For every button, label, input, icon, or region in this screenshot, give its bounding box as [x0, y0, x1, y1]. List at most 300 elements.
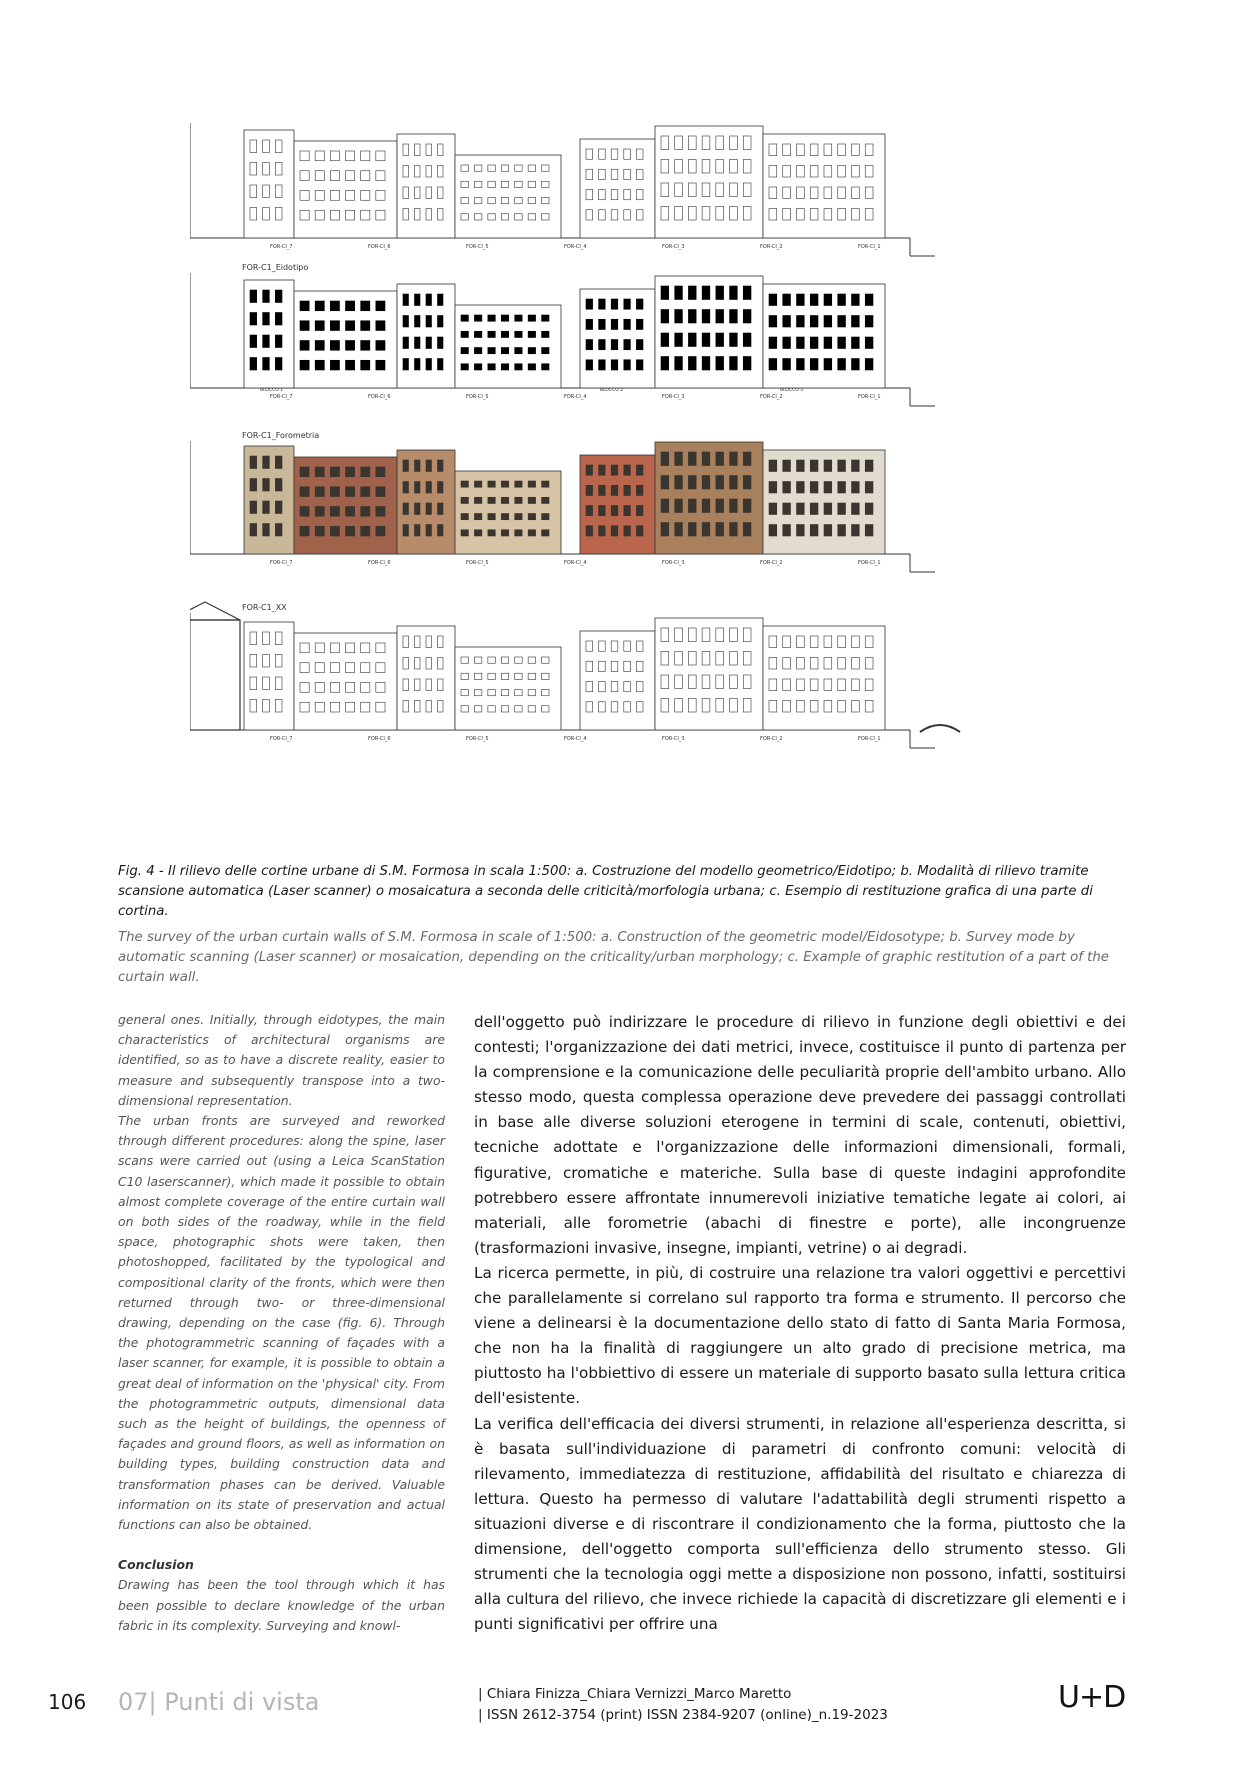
window	[810, 316, 818, 328]
window	[852, 294, 860, 306]
window	[415, 636, 421, 648]
window	[263, 290, 270, 303]
window	[438, 166, 444, 178]
window	[661, 652, 669, 666]
window	[624, 299, 631, 309]
window	[263, 501, 270, 514]
window	[403, 337, 409, 349]
strip-label: FOR-CI_1	[858, 394, 881, 400]
window	[688, 499, 696, 513]
window	[403, 316, 409, 328]
window	[263, 655, 270, 668]
window	[624, 210, 631, 220]
window	[865, 316, 873, 328]
window	[599, 149, 606, 159]
window	[624, 485, 631, 495]
window	[797, 460, 805, 472]
window	[611, 526, 618, 536]
window	[675, 476, 683, 490]
window	[346, 663, 355, 673]
window	[810, 209, 818, 221]
window	[865, 209, 873, 221]
window	[346, 683, 355, 693]
window	[275, 479, 282, 492]
window	[730, 136, 738, 150]
window	[675, 499, 683, 513]
window	[542, 690, 549, 696]
window	[501, 348, 508, 354]
window	[501, 165, 508, 171]
window	[865, 166, 873, 178]
window	[315, 663, 324, 673]
window	[346, 301, 355, 311]
window	[528, 165, 535, 171]
window	[415, 294, 421, 306]
window	[730, 499, 738, 513]
window	[769, 636, 777, 648]
window	[688, 160, 696, 174]
window	[376, 507, 385, 517]
window	[865, 679, 873, 691]
figure-caption-english: The survey of the urban curtain walls of S.M. Formosa in scale of 1:500: a. Construction of the geometric model/Eidosotype; b. Survey mode by automatic scanning (Laser scanner) or mosaication, depending on the criticality/urban morphology; c. Example of graphic restitution of a part of the curtain wall.	[118, 930, 1109, 985]
window	[675, 333, 683, 347]
window	[743, 476, 751, 490]
window	[702, 183, 710, 197]
window	[730, 286, 738, 300]
window	[330, 301, 339, 311]
window	[852, 482, 860, 494]
facade-survey-figure	[190, 118, 1052, 848]
window	[501, 657, 508, 663]
window	[661, 699, 669, 713]
window	[528, 481, 535, 487]
window	[461, 673, 468, 679]
window	[688, 523, 696, 537]
window	[838, 658, 846, 670]
window	[730, 183, 738, 197]
window	[376, 663, 385, 673]
window	[488, 673, 495, 679]
window	[586, 149, 593, 159]
window	[611, 360, 618, 370]
window	[330, 171, 339, 181]
window	[346, 507, 355, 517]
window	[263, 140, 270, 153]
window	[838, 460, 846, 472]
window	[300, 171, 309, 181]
window	[661, 160, 669, 174]
window	[542, 214, 549, 220]
window	[250, 290, 257, 303]
window	[797, 636, 805, 648]
window	[824, 525, 832, 537]
window	[783, 144, 791, 156]
window	[661, 357, 669, 371]
window	[769, 503, 777, 515]
window	[403, 503, 409, 515]
window	[346, 467, 355, 477]
window	[730, 452, 738, 466]
window	[769, 209, 777, 221]
window	[426, 359, 432, 371]
window	[415, 209, 421, 221]
window	[824, 209, 832, 221]
window	[636, 485, 643, 495]
window	[810, 503, 818, 515]
window	[315, 487, 324, 497]
window	[361, 702, 370, 712]
window	[783, 701, 791, 713]
right-paragraph-2: La ricerca permette, in più, di costruire una relazione tra valori oggettivi e percettivi che parallelamente si correlano sul rapporto tra forma e strumento. Il percorso che viene a delinearsi è la documentazione dello stato di fatto di Santa Maria Formosa, che non ha la finalità di raggiungere un alto grado di precisione metrica, ma piuttosto ha l'obbiettivo di essere un materiale di supporto basato sulla lettura critica dell'esistente.	[474, 1263, 1126, 1408]
window	[275, 456, 282, 469]
strip-label: FOR-CI_4	[564, 244, 587, 250]
window	[599, 340, 606, 350]
window	[624, 641, 631, 651]
window	[474, 514, 481, 520]
window	[636, 702, 643, 712]
window	[838, 294, 846, 306]
window	[250, 700, 257, 713]
window	[852, 209, 860, 221]
window	[415, 482, 421, 494]
window	[403, 658, 409, 670]
window	[852, 503, 860, 515]
window	[474, 198, 481, 204]
window	[330, 191, 339, 201]
window	[661, 333, 669, 347]
window	[810, 337, 818, 349]
footer-meta	[478, 1684, 888, 1726]
window	[586, 682, 593, 692]
window	[300, 191, 309, 201]
window	[250, 677, 257, 690]
window	[824, 636, 832, 648]
window	[716, 333, 724, 347]
window	[824, 503, 832, 515]
window	[702, 136, 710, 150]
window	[810, 166, 818, 178]
window	[346, 151, 355, 161]
window	[586, 661, 593, 671]
window	[501, 364, 508, 370]
figure-caption-italian: Fig. 4 - Il rilievo delle cortine urbane di S.M. Formosa in scala 1:500: a. Costruzione del modello geometrico/Eidotipo; b. Modalità di rilievo tramite scansione automatica (Laser scanner) o mosaicatura a seconda delle criticità/morfologia urbana; c. Esempio di restituzione grafica di una parte di cortina.	[118, 864, 1093, 919]
window	[586, 210, 593, 220]
window	[474, 348, 481, 354]
window	[415, 359, 421, 371]
window	[730, 699, 738, 713]
window	[624, 340, 631, 350]
window	[426, 294, 432, 306]
window	[515, 530, 522, 536]
window	[769, 294, 777, 306]
window	[810, 701, 818, 713]
window	[250, 655, 257, 668]
window	[542, 706, 549, 712]
window	[376, 210, 385, 220]
block-label: BLOCCO 1	[260, 388, 284, 393]
window	[586, 485, 593, 495]
window	[810, 187, 818, 199]
window	[743, 452, 751, 466]
window	[415, 166, 421, 178]
window	[611, 682, 618, 692]
window	[300, 663, 309, 673]
window	[528, 514, 535, 520]
window	[852, 166, 860, 178]
strip-label: FOR-CI_6	[368, 736, 391, 742]
window	[488, 497, 495, 503]
window	[716, 160, 724, 174]
window	[438, 679, 444, 691]
window	[730, 652, 738, 666]
window	[330, 683, 339, 693]
window	[403, 525, 409, 537]
window	[599, 465, 606, 475]
strip-title: FOR-C1_XX	[242, 603, 287, 612]
window	[300, 360, 309, 370]
window	[688, 136, 696, 150]
window	[488, 706, 495, 712]
church-pediment	[190, 602, 240, 620]
window	[599, 299, 606, 309]
window	[797, 503, 805, 515]
window	[661, 499, 669, 513]
window	[315, 341, 324, 351]
window	[783, 658, 791, 670]
window	[624, 360, 631, 370]
window	[528, 706, 535, 712]
window	[599, 360, 606, 370]
window	[461, 481, 468, 487]
window	[716, 476, 724, 490]
window	[542, 315, 549, 321]
window	[769, 144, 777, 156]
window	[376, 487, 385, 497]
window	[797, 316, 805, 328]
window	[743, 333, 751, 347]
window	[661, 286, 669, 300]
window	[501, 497, 508, 503]
strip-label: FOR-CI_6	[368, 244, 391, 250]
strip-label: FOR-CI_5	[466, 560, 489, 566]
window	[599, 641, 606, 651]
window	[838, 209, 846, 221]
window	[769, 701, 777, 713]
window	[824, 482, 832, 494]
strip-label: FOR-CI_4	[564, 736, 587, 742]
window	[330, 341, 339, 351]
window	[702, 499, 710, 513]
window	[824, 701, 832, 713]
strip-label: FOR-CI_5	[466, 244, 489, 250]
window	[501, 315, 508, 321]
window	[688, 333, 696, 347]
window	[488, 348, 495, 354]
window	[250, 456, 257, 469]
window	[315, 683, 324, 693]
window	[263, 208, 270, 221]
window	[474, 331, 481, 337]
window	[611, 149, 618, 159]
window	[263, 524, 270, 537]
window	[426, 460, 432, 472]
window	[376, 702, 385, 712]
window	[438, 636, 444, 648]
window	[769, 337, 777, 349]
window	[743, 523, 751, 537]
window	[315, 702, 324, 712]
window	[838, 636, 846, 648]
window	[300, 487, 309, 497]
window	[438, 187, 444, 199]
window	[315, 210, 324, 220]
window	[315, 301, 324, 311]
window	[330, 321, 339, 331]
window	[838, 359, 846, 371]
window	[438, 482, 444, 494]
window	[675, 310, 683, 324]
window	[488, 315, 495, 321]
window	[438, 294, 444, 306]
window	[501, 530, 508, 536]
window	[824, 294, 832, 306]
window	[300, 526, 309, 536]
window	[415, 337, 421, 349]
window	[474, 481, 481, 487]
window	[810, 636, 818, 648]
window	[461, 364, 468, 370]
window	[624, 702, 631, 712]
strip-label: FOR-CI_2	[760, 736, 783, 742]
window	[542, 181, 549, 187]
window	[783, 316, 791, 328]
window	[688, 183, 696, 197]
window	[300, 210, 309, 220]
window	[528, 673, 535, 679]
window	[438, 209, 444, 221]
window	[824, 359, 832, 371]
window	[675, 136, 683, 150]
window	[586, 702, 593, 712]
window	[488, 165, 495, 171]
window	[501, 331, 508, 337]
window	[743, 699, 751, 713]
window	[300, 321, 309, 331]
strip-title: FOR-C1_Forometria	[242, 431, 320, 440]
window	[611, 641, 618, 651]
window	[716, 286, 724, 300]
window	[624, 149, 631, 159]
window	[675, 286, 683, 300]
window	[702, 476, 710, 490]
window	[586, 299, 593, 309]
window	[865, 525, 873, 537]
window	[415, 679, 421, 691]
window	[797, 658, 805, 670]
window	[852, 679, 860, 691]
window	[730, 476, 738, 490]
window	[688, 699, 696, 713]
window	[824, 187, 832, 199]
window	[824, 144, 832, 156]
window	[376, 683, 385, 693]
window	[315, 151, 324, 161]
window	[797, 359, 805, 371]
window	[376, 341, 385, 351]
window	[716, 452, 724, 466]
window	[783, 525, 791, 537]
window	[474, 497, 481, 503]
window	[586, 506, 593, 516]
window	[501, 706, 508, 712]
window	[702, 699, 710, 713]
window	[426, 337, 432, 349]
window	[376, 467, 385, 477]
window	[688, 628, 696, 642]
window	[852, 359, 860, 371]
window	[488, 514, 495, 520]
window	[838, 337, 846, 349]
window	[810, 658, 818, 670]
window	[810, 294, 818, 306]
window	[403, 187, 409, 199]
window	[852, 525, 860, 537]
window	[250, 501, 257, 514]
window	[542, 481, 549, 487]
window	[488, 530, 495, 536]
window	[783, 636, 791, 648]
window	[361, 171, 370, 181]
window	[865, 482, 873, 494]
window	[415, 316, 421, 328]
window	[716, 207, 724, 221]
window	[838, 679, 846, 691]
window	[403, 166, 409, 178]
window	[769, 460, 777, 472]
window	[716, 183, 724, 197]
window	[599, 526, 606, 536]
window	[743, 136, 751, 150]
page-number: 106	[48, 1690, 87, 1714]
window	[515, 348, 522, 354]
window	[542, 364, 549, 370]
window	[852, 658, 860, 670]
window	[528, 497, 535, 503]
window	[599, 169, 606, 179]
window	[611, 299, 618, 309]
window	[488, 331, 495, 337]
window	[403, 144, 409, 156]
window	[315, 467, 324, 477]
window	[599, 210, 606, 220]
window	[636, 360, 643, 370]
window	[675, 160, 683, 174]
window	[315, 360, 324, 370]
window	[528, 331, 535, 337]
window	[361, 663, 370, 673]
window	[528, 657, 535, 663]
window	[783, 337, 791, 349]
strip-label: FOR-CI_1	[858, 736, 881, 742]
window	[743, 310, 751, 324]
window	[675, 628, 683, 642]
window	[702, 628, 710, 642]
left-paragraph-2: The urban fronts are surveyed and reworked through different procedures: along the spine, laser scans were carried out (using a Leica ScanStation C10 laserscanner), which made it possible to obtain almost complete coverage of the entire curtain wall on both sides of the roadway, while in the field space, photographic shots were taken, then photoshopped, facilitated by the typological and compositional clarity of the fronts, which were then returned through two- or three-dimensional drawing, depending on the case (fig. 6). Through the photogrammetric scanning of façades with a laser scanner, for example, it is possible to obtain a great deal of information on the 'physical' city. From the photogrammetric outputs, dimensional data such as the height of buildings, the openness of façades and ground floors, as well as information on building types, building construction data and transformation phases can be derived. Valuable information on its state of preservation and actual functions can also be obtained.	[118, 1113, 445, 1533]
window	[426, 701, 432, 713]
window	[661, 452, 669, 466]
window	[611, 190, 618, 200]
window	[810, 525, 818, 537]
